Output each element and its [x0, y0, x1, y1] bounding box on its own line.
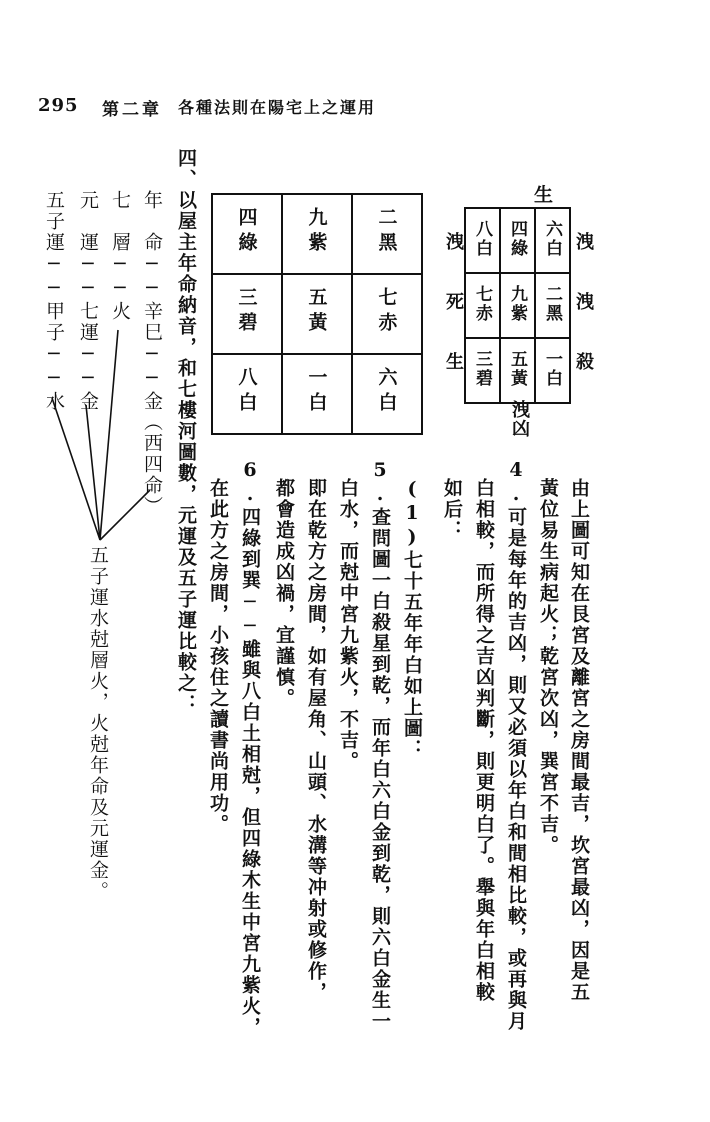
- section-4-heading: 四、以屋主年命納音，和七樓河圖數，元運及五子運比較之：: [175, 148, 197, 715]
- grid-cell: 六白: [352, 354, 422, 434]
- grid-cell: 一白: [535, 338, 570, 403]
- grid-label-right-1: 洩: [573, 232, 594, 251]
- grid-cell: 五黃: [282, 274, 352, 354]
- text-col: 都會造成凶禍，宜謹慎。: [273, 478, 295, 709]
- text-col: 如后：: [441, 478, 463, 541]
- page-number: 295: [38, 95, 79, 116]
- grid-cell: 三碧: [212, 274, 282, 354]
- grid-label-left-3: 生: [443, 352, 464, 371]
- grid-label-right-2: 洩: [573, 292, 594, 311]
- text-col: 即在乾方之房間，如有屋角、山頭、水溝等冲射或修作，: [305, 478, 327, 1003]
- compare-row-floor: 七 層──火: [109, 190, 131, 322]
- text-col: 在此方之房間，小孩住之讀書尚用功。: [207, 478, 229, 835]
- compare-row-wuzi: 五子運──甲子──水: [43, 190, 65, 412]
- grid-cell: 四綠: [212, 194, 282, 274]
- grid-cell: 九紫: [500, 273, 535, 338]
- grid-cell: 九紫: [282, 194, 352, 274]
- chapter-label: 第二章: [102, 100, 162, 120]
- compare-row-year: 年 命──辛巳──金（西四命）: [141, 190, 163, 517]
- text-col: 4.可是每年的吉凶，則又必須以年白和間相比較，或再與月: [505, 459, 527, 1032]
- running-title: 各種法則在陽宅上之運用: [178, 98, 377, 117]
- text-col: 白水，而尅中宮九紫火，不吉。: [337, 478, 359, 772]
- text-col: 由上圖可知在艮宮及離宮之房間最吉，坎宮最凶，因是五: [568, 478, 590, 1003]
- grid-cell: 五黃: [500, 338, 535, 403]
- grid-cell: 二黑: [535, 273, 570, 338]
- grid-cell: 一白: [282, 354, 352, 434]
- text-col: 5.查問圖一白殺星到乾，而年白六白金到乾，則六白金生一: [369, 459, 391, 1032]
- text-col: 黃位易生病起火；乾宮次凶，巽宮不吉。: [537, 478, 559, 856]
- grid-label-bottom: 洩凶: [509, 400, 530, 438]
- compare-row-yuan: 元 運──七運──金: [77, 190, 99, 412]
- text-col: 白相較，而所得之吉凶判斷，則更明白了。舉與年白相較: [473, 478, 495, 1003]
- grid-label-left-2: 死: [443, 292, 464, 311]
- grid-cell: 八白: [212, 354, 282, 434]
- grid-cell: 六白: [535, 208, 570, 273]
- grid-cell: 八白: [465, 208, 500, 273]
- grid-label-right-3: 殺: [573, 352, 594, 371]
- text-col: 6.四綠到巽──雖與八白土相尅，但四綠木生中宮九紫火，: [239, 459, 261, 1038]
- conclusion-text: 五子運水尅層火，火尅年命及元運金。: [87, 545, 109, 902]
- grid-label-top: 生: [534, 184, 554, 206]
- grid-cell: 四綠: [500, 208, 535, 273]
- grid-cell: 二黑: [352, 194, 422, 274]
- grid-cell: 七赤: [352, 274, 422, 354]
- grid-cell: 七赤: [465, 273, 500, 338]
- grid-cell: 三碧: [465, 338, 500, 403]
- text-col: (1)七十五年年白如上圖：: [401, 478, 423, 760]
- grid-label-left-1: 洩: [443, 232, 464, 251]
